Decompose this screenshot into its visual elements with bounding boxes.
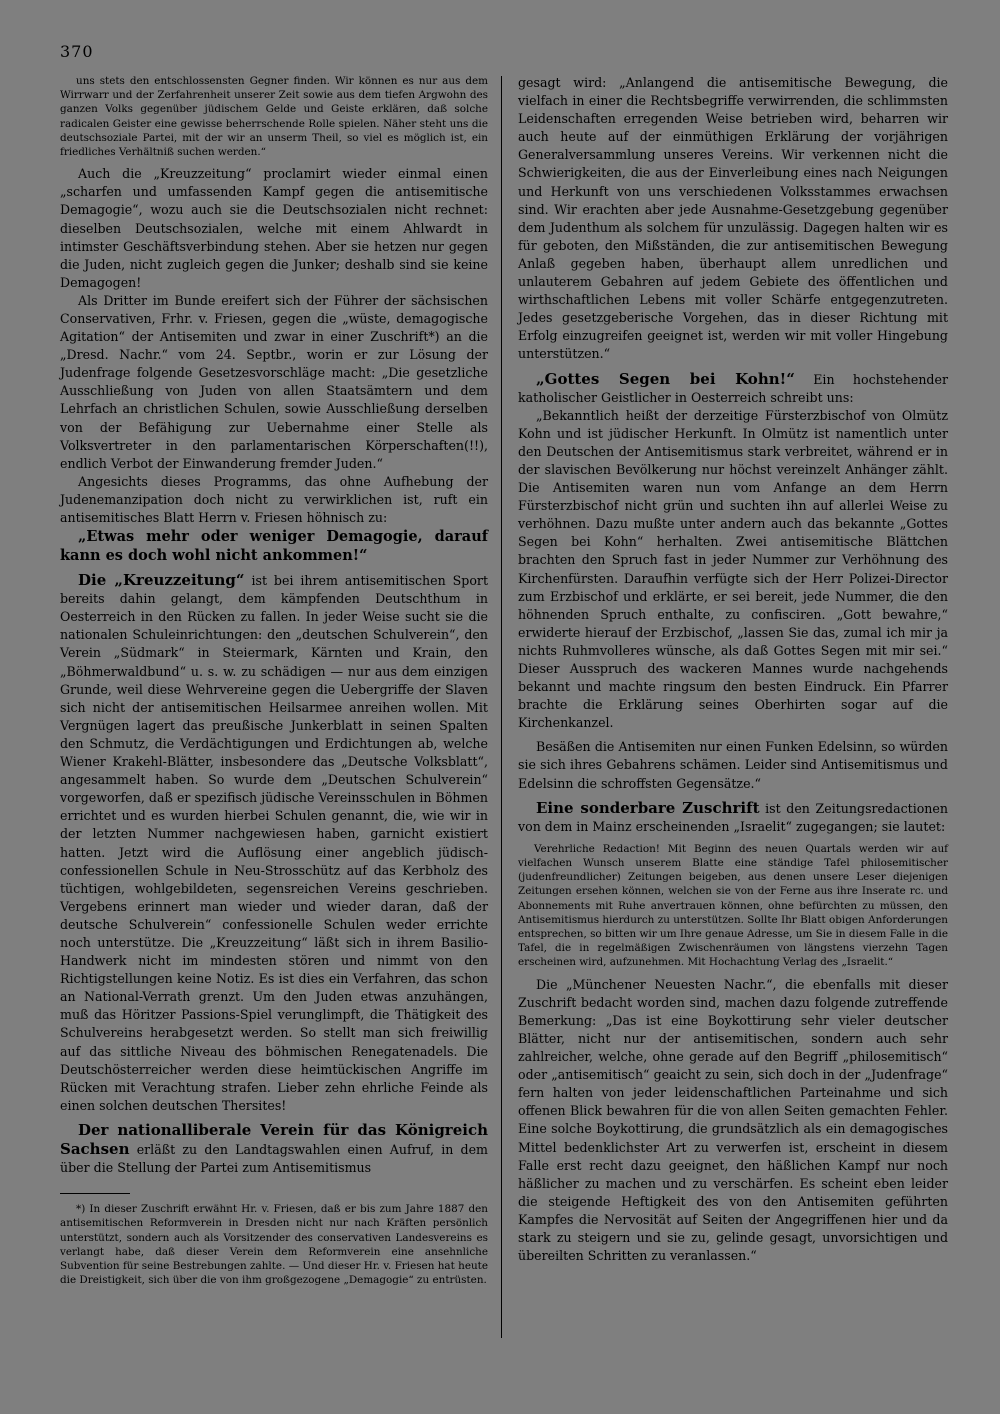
section-body: erläßt zu den Landtagswahlen einen Aufruf, in dem über die Stellung der Partei zum Antisemitismus bbox=[60, 1142, 488, 1176]
zuschrift-paragraph bbox=[518, 799, 948, 836]
program-paragraph: Angesichts dieses Programms, das ohne Aufhebung der Judenemanzipation doch nicht zu verwirklichen ist, ruft ein antisemitisches Blatt Herrn v. Friesen höhnisch zu: bbox=[60, 473, 488, 525]
footnote-separator bbox=[60, 1193, 130, 1194]
gottes-segen-paragraph bbox=[518, 370, 948, 407]
section-heading: Der nationalliberale Verein für das Königreich Sachsen bbox=[60, 1120, 488, 1158]
section-heading: Die „Kreuzzeitung“ bbox=[78, 571, 245, 590]
quote-continuation bbox=[60, 74, 488, 159]
slogan: „Etwas mehr oder weniger Demagogie, darauf kann es doch wohl nicht ankommen!“ bbox=[60, 528, 488, 565]
kreuzzeitung-paragraph: Auch die „Kreuzzeitung“ proclamirt wieder einmal einen „scharfen und umfassenden Kampf gegen die antisemitische Demagogie“, wozu auch sie die Deutschsozialen nicht rechnet: dieselben Deutschsozialen, welche mit einem Ahlwardt in intimster Geschäftsverbindung stehen. Aber sie hetzen nur gegen die Juden, nicht zugleich gegen die Junker; deshalb sind sie keine Demagogen! bbox=[60, 166, 488, 290]
nationalliberal-paragraph bbox=[60, 1121, 488, 1177]
footnote bbox=[60, 1202, 488, 1287]
section-heading: Eine sonderbare Zuschrift bbox=[536, 798, 760, 817]
footnote-text: *) In dieser Zuschrift erwähnt Hr. v. Friesen, daß er bis zum Jahre 1887 den antisemitischen Reformverein in Dresden nicht nur nach Kräften persönlich unterstützt, sondern auch als Vorsitzender des conservativen Landesvereins es verlangt habe, daß dieser Verein dem Reformverein eine ansehnliche Subvention für seine Bestrebungen zahlte. — Und dieser Hr. v. Friesen hat heute die Dreistigkeit, sich über die von ihm großgezogene „Demagogie“ zu entrüsten. bbox=[60, 1203, 488, 1287]
right-column bbox=[518, 74, 948, 1265]
edelsinn-paragraph: Besäßen die Antisemiten nur einen Funken Edelsinn, so würden sie sich ihres Gebahrens schämen. Leider sind Antisemitismus und Edelsinn die schroffsten Gegensätze.“ bbox=[518, 739, 948, 791]
section-body: ist bei ihrem antisemitischen Sport bereits dahin gelangt, dem kämpfenden Deutschthum in Oesterreich in den Rücken zu fallen. In jeder Weise sucht sie die nationalen Schuleinrichtungen: den „deutschen Schulverein“, den Verein „Südmark“ in Steiermark, Kärnten und Krain, den „Böhmerwaldbund“ u. s. w. zu schädigen — nur aus dem einzigen Grunde, weil diese Wehrvereine gegen die Uebergriffe der Slaven sich nicht der antisemitischen Heilsarmee anreihen wollen. Mit Vergnügen lagert das preußische Junkerblatt in seinen Spalten den Schmutz, die Verdächtigungen und Erdichtungen ab, welche Wiener Krakehl-Blätter, insbesondere das „Deutsche Volksblatt“, angesammelt haben. So wurde dem „Deutschen Schulverein“ vorgeworfen, daß er spezifisch jüdische Vereinsschulen in Böhmen errichtet und es wurden hierbei Schulen genannt, die, wie wir in der letzten Nummer nachgewiesen haben, garnicht existiert hatten. Jetzt wird die Auflösung einer angeblich jüdisch-confessionellen Schule in Neu-Strosschütz auf das Kerbholz des tüchtigen, wohlgebildeten, segensreichen Vereins geschrieben. Vergebens erinnert man wieder und wieder daran, daß der deutsche Schulverein“ confessionelle Schulen weder errichte noch unterstütze. Die „Kreuzzeitung“ läßt sich in ihrem Basilio-Handwerk nicht im mindesten stören und nimmt von den Richtigstellungen keine Notiz. Es ist dies ein Verfahren, das schon an National-Verrath grenzt. Um den Juden etwas anzuhängen, muß das Höritzer Passions-Spiel verunglimpft, die Thätigkeit des Schulvereins herabgesetzt werden. So stellt man sich freiwillig auf das sittliche Niveau des böhmischen Renegatenadels. Die Deutschösterreicher werden diese heimtückischen Angriffe im Rücken mit Verachtung strafen. Lieber zehn ehrliche Feinde als einen solchen deutschen Thersites! bbox=[60, 573, 489, 1113]
section-body: Ein hochstehender katholischer Geistlicher in Oesterreich schreibt uns: bbox=[518, 371, 948, 405]
section-body: ist den Zeitungsredactionen von dem in Mainz erscheinenden „Israelit“ zugegangen; sie lautet: bbox=[518, 800, 948, 834]
left-column bbox=[60, 74, 488, 1287]
section-heading: „Gottes Segen bei Kohn!“ bbox=[536, 369, 795, 388]
page-number: 370 bbox=[60, 42, 94, 61]
muenchener-paragraph: Die „Münchener Neuesten Nachr.“, die ebenfalls mit dieser Zuschrift bedacht worden sind, machen dazu folgende zutreffende Bemerkung: „Das ist eine Boykottirung sehr vieler deutscher Blätter, nicht nur der antisemitischen, sondern auch sehr zahlreicher, welche, ohne gerade auf den Begriff „philosemitisch“ oder „antisemitisch“ geaicht zu sein, sich doch in der „Judenfrage“ fern halten von jeder leidenschaftlichen Parteinahme und sich offenen Blick bewahren für die von allen Seiten gemachten Fehler. Eine solche Boykottirung, die grundsätzlich als ein demagogisches Mittel bedenklichster Art zu verwerfen ist, erscheint in diesem Falle erst recht dazu geeignet, den häßlichen Kampf nur noch häßlicher zu machen und zu verschärfen. Es scheint eben leider die steigende Heftigkeit des von den Antisemiten geführten Kampfes die Nervosität auf Seiten der Angegriffenen hier und da stark zu steigern und sie zu, gelinde gesagt, unvorsichtigen und übereilten Schritten zu veranlassen.“ bbox=[518, 976, 948, 1264]
israelit-letter bbox=[518, 842, 948, 970]
friesen-paragraph: Als Dritter im Bunde ereifert sich der Führer der sächsischen Conservativen, Frhr. v. Friesen, gegen die „wüste, demagogische Agitation“ der Antisemiten und zwar in einer Zuschrift*) an die „Dresd. Nachr.“ vom 24. Septbr., worin er zur Lösung der Judenfrage folgende Gesetzesvorschläge macht: „Die gesetzliche Ausschließung von Juden von allen Staatsämtern und dem Lehrfach an christlichen Schulen, sowie Ausschließung derselben von der Befähigung zur Uebernahme einer Stelle als Volksvertreter in den parlamentarischen Körperschaften(!!), endlich Verbot der Einwanderung fremder Juden.“ bbox=[60, 292, 488, 471]
column-rule bbox=[501, 76, 502, 1338]
olmuetz-paragraph: „Bekanntlich heißt der derzeitige Fürsterzbischof von Olmütz Kohn und ist jüdischer Herkunft. In Olmütz ist namentlich unter den Deutschen der Antisemitismus stark verbreitet, während er in der slavischen Bevölkerung nur höchst vereinzelt Anhänger zählt. Die Antisemiten waren nun vom Anfange an dem Herrn Fürsterzbischof nicht grün und suchten ihn auf allerlei Weise zu verhöhnen. Dazu mußte unter andern auch das bekannte „Gottes Segen bei Kohn“ herhalten. Zwei antisemitische Blättchen brachten den Spruch fast in jeder Nummer zur Verhöhnung des Kirchenfürsten. Daraufhin verfügte sich der Herr Polizei-Director zum Erzbischof und erklärte, er sei bereit, jede Nummer, die den höhnenden Spruch enthalte, zu confisciren. „Gott bewahre,“ erwiderte hierauf der Erzbischof, „lassen Sie das, zumal ich mir ja nichts Ruhmvolleres wünsche, als daß Gottes Segen mit mir sei.“ Dieser Ausspruch des wackeren Mannes wurde nachgehends bekannt und machte ringsum den besten Eindruck. Ein Pfarrer brachte die Erklärung seines Oberhirten sogar auf die Kirchenkanzel. bbox=[518, 407, 948, 731]
quote-text: uns stets den entschlossensten Gegner finden. Wir können es nur aus dem Wirrwarr und der Zerfahrenheit unserer Zeit sowie aus dem tiefen Argwohn des ganzen Volks gegenüber jüdischem Gelde und Geiste erklären, daß solche radicalen Geister eine gewisse beherrschende Rolle spielen. Näher steht uns die deutschsoziale Partei, mit der wir an unserm Theil, so viel es möglich ist, ein friedliches Verhältniß suchen werden.“ bbox=[60, 75, 488, 159]
letter-text: Verehrliche Redaction! Mit Beginn des neuen Quartals werden wir auf vielfachen Wunsch unserem Blatte eine ständige Tafel philosemitischer (judenfreundlicher) Zeitungen beigeben, aus denen unsere Leser diejenigen Zeitungen ersehen können, welchen sie von der Ferne aus ihre Inserate rc. und Abonnements mit Ruhe anvertrauen können, ohne befürchten zu müssen, den Antisemitismus hierdurch zu unterstützen. Sollte Ihr Blatt obigen Anforderungen entsprechen, so bitten wir um Ihre genaue Adresse, um Sie in diesem Falle in die Tafel, die in regelmäßigen Zwischenräumen von längstens vierzehn Tagen erscheinen wird, aufzunehmen. Mit Hochachtung Verlag des „Israelit.“ bbox=[518, 842, 948, 969]
nationalliberal-quote: gesagt wird: „Anlangend die antisemitische Bewegung, die vielfach in einer die Rechtsbegriffe verwirrenden, die schlimmsten Leidenschaften erregenden Weise betrieben wird, beharren wir auch heute auf der einmüthigen Erklärung der vorjährigen Generalversammlung unseres Vereins. Wir verkennen nicht die Schwierigkeiten, die aus der Einverleibung eines nach Neigungen und Herkunft von uns verschiedenen Volksstammes erwachsen sind. Wir erachten aber jede Ausnahme-Gesetzgebung gegenüber dem Judenthum als solchem für unzulässig. Dagegen halten wir es für geboten, den Mißständen, die zur antisemitischen Bewegung Anlaß gegeben haben, überhaupt allem unredlichen und unlauterem Gebahren auf jedem Gebiete des öffentlichen und wirthschaftlichen Lebens mit voller Schärfe entgegenzutreten. Jedes gesetzgeberische Vorgehen, das in dieser Richtung mit Erfolg einzugreifen geeignet ist, werden wir mit voller Hingebung unterstützen.“ bbox=[518, 75, 948, 362]
kreuzzeitung-sport-paragraph bbox=[60, 571, 488, 1115]
